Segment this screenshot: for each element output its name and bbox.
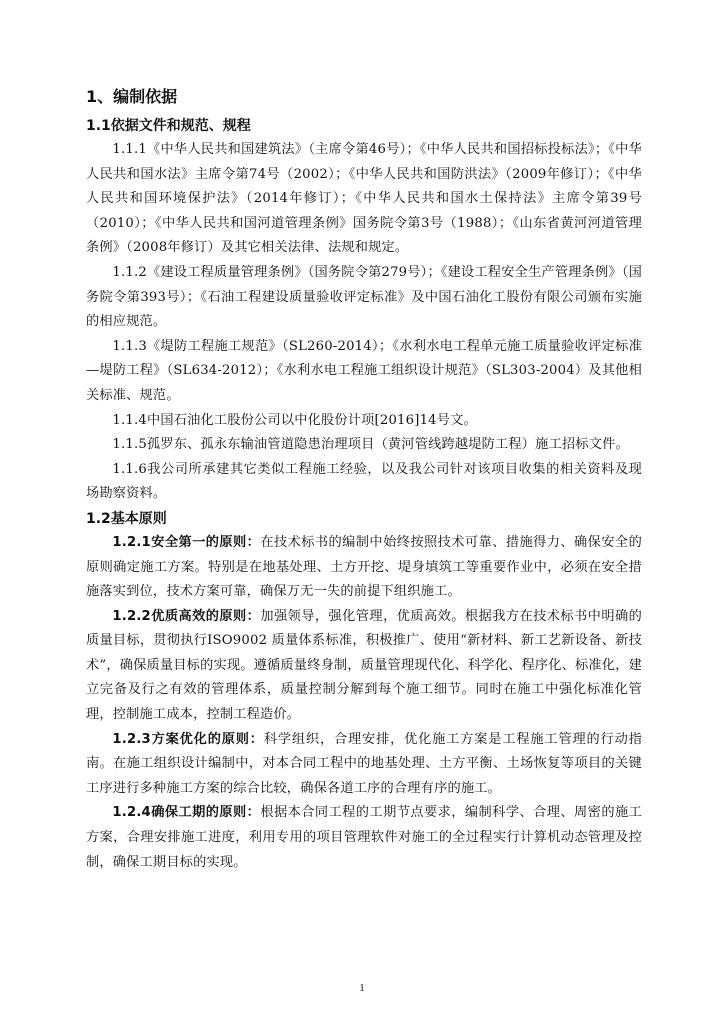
principle-lead: 1.2.4确保工期的原则：: [112, 805, 261, 821]
subsection-title-principles: 1.2基本原则: [86, 510, 167, 527]
paragraph-1-1-3: 1.1.3《堤防工程施工规范》（SL260-2014）；《水利水电工程单元施工质量验收评定标准—堤防工程》（SL634-2012）；《水利水电工程施工组织设计规范》（SL303-2004）及其他相关标准、规范。: [86, 338, 642, 403]
paragraph-1-1-1: 1.1.1《中华人民共和国建筑法》（主席令第46号）；《中华人民共和国招标投标法》；《中华人民共和国水法》主席令第74号（2002）；《中华人民共和国防洪法》（2009年修订）；《中华人民共和国环境保护法》（2014年修订）；《中华人民共和国水土保持法》主席令第39号（2010）；《中华人民共和国河道管理条例》国务院令第3号（1988）；《山东省黄河河道管理条例》（2008年修订）及其它相关法律、法规和规定。: [86, 142, 642, 256]
principle-text: 科学组织，合理安排，优化施工方案是工程施工管理的行动指南。在施工组织设计编制中，对本合同工程中的地基处理、土方平衡、土场恢复等项目的关键工序进行多种施工方案的综合比较，确保各道工序的合理有序的施工。: [86, 731, 642, 796]
paragraph-1-2-1: [86, 531, 642, 605]
paragraph-1-2-3: [86, 728, 642, 802]
document-page: [86, 84, 642, 875]
principle-text: 根据本合同工程的工期节点要求，编制科学、合理、周密的施工方案，合理安排施工进度，利用专用的项目管理软件对施工的全过程实行计算机动态管理及控制，确保工期目标的实现。: [86, 805, 642, 870]
paragraph-1-1-5: 1.1.5孤罗东、孤永东输油管道隐患治理项目（黄河管线跨越堤防工程）施工招标文件。: [112, 437, 629, 453]
paragraph-1-1-4: 1.1.4中国石油化工股份公司以中化股份计项[2016]14号文。: [112, 412, 477, 428]
principle-lead: 1.2.1安全第一的原则：: [112, 534, 261, 550]
paragraph-1-1-2: 1.1.2《建设工程质量管理条例》（国务院令第279号）；《建设工程安全生产管理条例》（国务院令第393号）；《石油工程建设质量验收评定标准》及中国石油化工股份有限公司颁布实施的相应规范。: [86, 264, 642, 330]
page-number: 1: [359, 982, 365, 994]
principle-lead: 1.2.2优质高效的原则：: [112, 608, 261, 624]
principle-text: 在技术标书的编制中始终按照技术可靠、措施得力、确保安全的原则确定施工方案。特别是在地基处理、土方开挖、堤身填筑工等重要作业中，必须在安全措施落实到位，技术方案可靠，确保万无一失的前提下组织施工。: [86, 534, 642, 600]
paragraph-1-1-6: 1.1.6我公司所承建其它类似工程施工经验，以及我公司针对该项目收集的相关资料及现场勘察资料。: [86, 461, 642, 502]
subsection-title-basis: 1.1依据文件和规范、规程: [86, 118, 251, 134]
section-title: 1、编制依据: [86, 87, 178, 106]
paragraph-1-2-4: [86, 801, 642, 875]
principle-text: 加强领导，强化管理，优质高效。根据我方在技术标书中明确的质量目标，贯彻执行ISO9002 质量体系标准，积极推广、使用“新材料、新工艺新设备、新技术”，确保质量目标的实现。遵循质量终身制，质量管理现代化、科学化、程序化、标准化，建立完备及行之有效的管理体系，质量控制分解到每个施工细节。同时在施工中强化标准化管理，控制施工成本，控制工程造价。: [86, 608, 642, 723]
principle-lead: 1.2.3方案优化的原则：: [112, 731, 264, 747]
paragraph-1-2-2: [86, 605, 642, 728]
